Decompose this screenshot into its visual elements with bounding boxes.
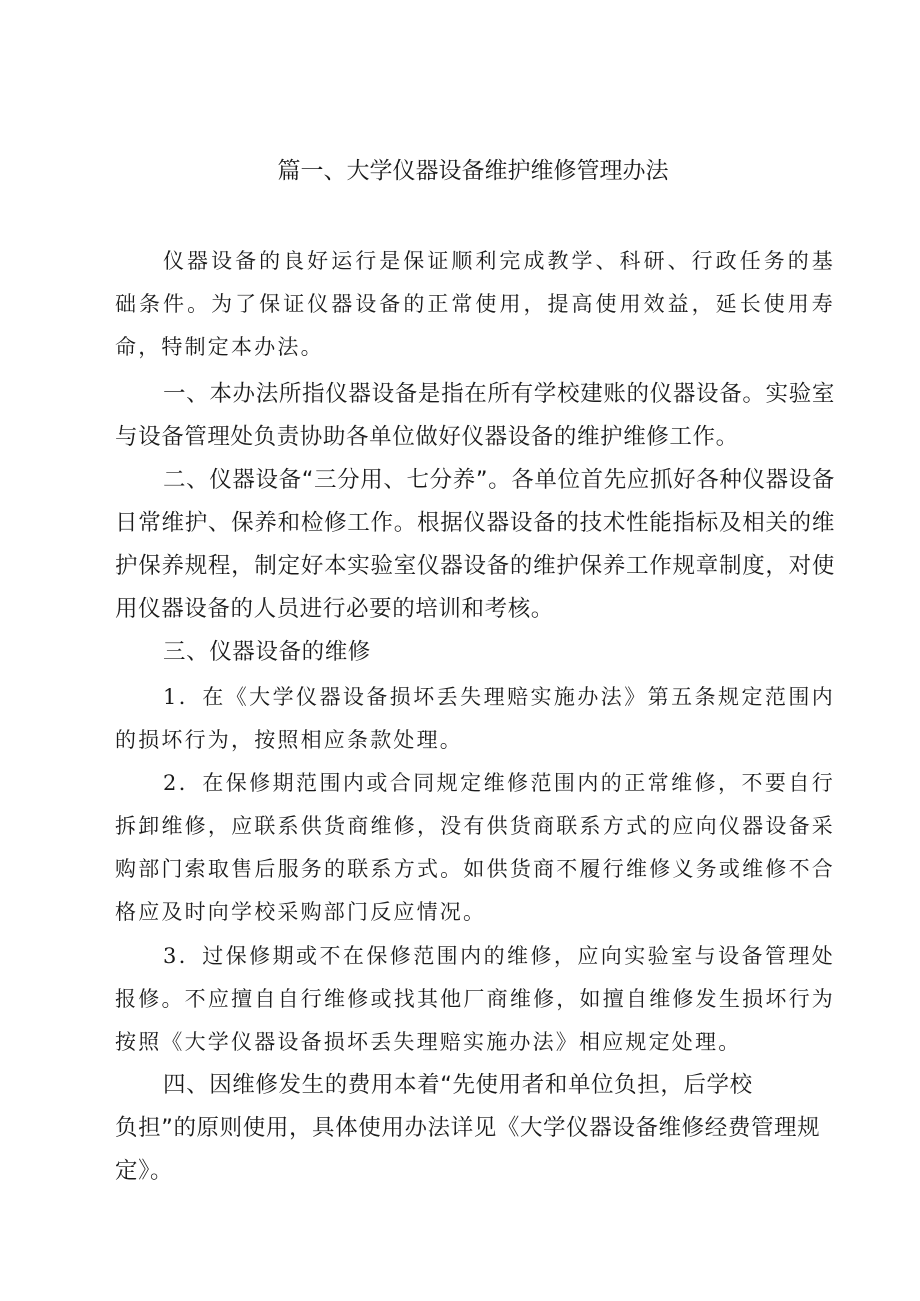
section-3-item-2: 2．在保修期范围内或合同规定维修范围内的正常维修，不要自行拆卸维修，应联系供货商维修，没有供货商联系方式的应向仪器设备采购部门索取售后服务的联系方式。如供货商不履行维修义务或维修不合格应及时向学校采购部门反应情况。	[115, 771, 835, 924]
section-4-line-1: 四、因维修发生的费用本着“先使用者和单位负担，后学校	[163, 1072, 753, 1098]
section-4-paragraph	[115, 1064, 835, 1193]
section-3-heading: 三、仪器设备的维修	[163, 639, 371, 665]
section-3-item-1: 1．在《大学仪器设备损坏丢失理赔实施办法》第五条规定范围内的损坏行为，按照相应条款处理。	[115, 685, 835, 752]
section-1-paragraph: 一、本办法所指仪器设备是指在所有学校建账的仪器设备。实验室与设备管理处负责协助各单位做好仪器设备的维护维修工作。	[115, 381, 835, 450]
section-4-line-3: 定》。	[115, 1158, 174, 1184]
document-title: 篇一、大学仪器设备维护维修管理办法	[277, 158, 669, 184]
intro-paragraph: 仪器设备的良好运行是保证顺利完成教学、科研、行政任务的基础条件。为了保证仪器设备的正常使用，提高使用效益，延长使用寿命，特制定本办法。	[115, 249, 835, 359]
section-4-line-2: 负担”的原则使用，具体使用办法详见《大学仪器设备维修经费管理规	[115, 1115, 821, 1141]
section-3-item-3: 3．过保修期或不在保修范围内的维修，应向实验室与设备管理处报修。不应擅自自行维修或找其他厂商维修，如擅自维修发生损坏行为按照《大学仪器设备损坏丢失理赔实施办法》相应规定处理。	[115, 944, 835, 1054]
section-2-paragraph: 二、仪器设备“三分用、七分养”。各单位首先应抓好各种仪器设备日常维护、保养和检修工作。根据仪器设备的技术性能指标及相关的维护保养规程，制定好本实验室仪器设备的维护保养工作规章制度，对使用仪器设备的人员进行必要的培训和考核。	[115, 467, 835, 622]
